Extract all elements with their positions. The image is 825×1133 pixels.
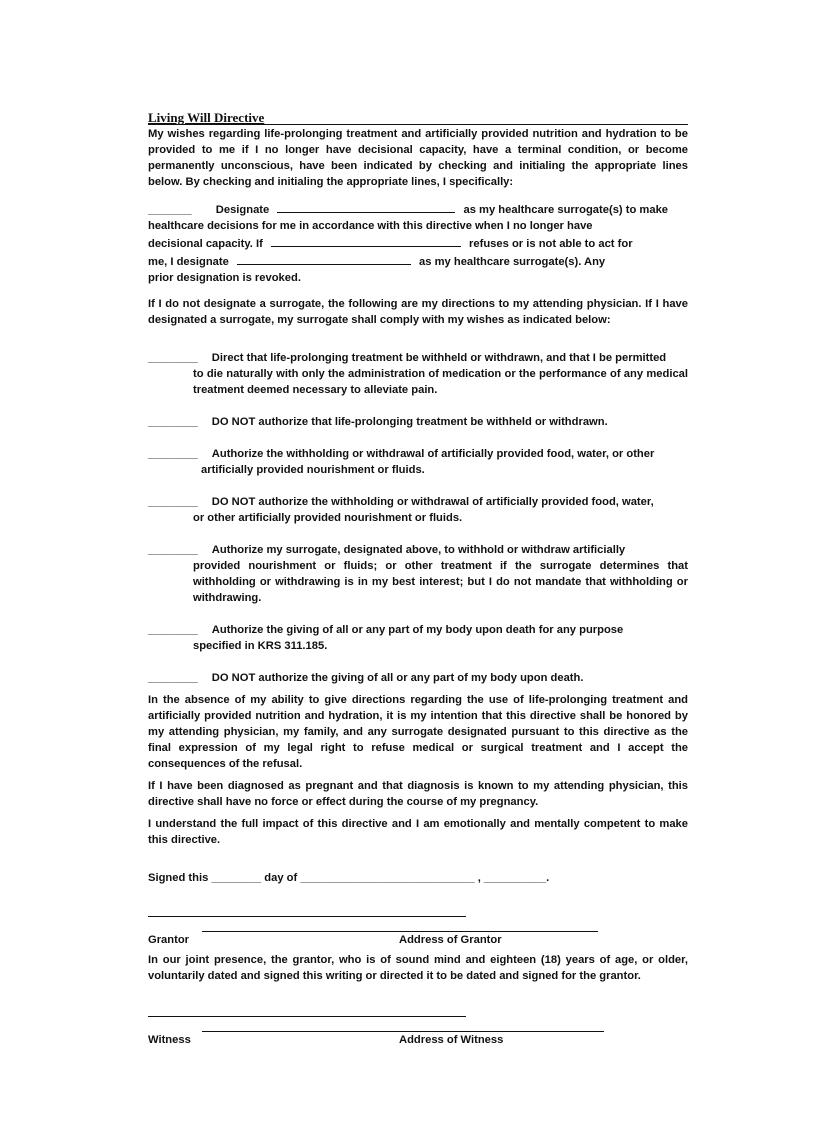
intro-paragraph: My wishes regarding life-prolonging treatment and artificially provided nutrition and hydration to be provided to me if I no longer have decisional capacity, have a terminal condition, or become permanently unconscious, have been indicated by checking and initialing the appropriate lines below. By checking and initialing the appropriate lines, I specifically: [148, 128, 688, 188]
option-6-first-line: Authorize the giving of all or any part of my body upon death for any purpose [211, 624, 624, 636]
signed-line: Signed this ________ day of ____________________________ , __________. [148, 872, 550, 884]
option-4 [148, 494, 688, 526]
signed-day-field[interactable]: ________ [211, 872, 262, 884]
option-7-first-line: DO NOT authorize the giving of all or any part of my body upon death. [211, 672, 584, 684]
option-1-rest: to die naturally with only the administration of medication or the performance of any medical treatment deemed necessary to alleviate pain. [193, 368, 688, 396]
grantor-signature-block [148, 906, 688, 948]
designate-label: Designate [215, 204, 270, 216]
option-6 [148, 622, 688, 654]
option-3-first-line: Authorize the withholding or withdrawal of artificially provided food, water, or other [211, 448, 655, 460]
designate-line-5: prior designation is revoked. [148, 272, 301, 284]
witness-statement: In our joint presence, the grantor, who is of sound mind and eighteen (18) years of age, or older, voluntarily dated and signed this writing or directed it to be dated and signed for the grantor. [148, 954, 688, 982]
no-surrogate-paragraph: If I do not designate a surrogate, the following are my directions to my attending physician. If I have designated a surrogate, my surrogate shall comply with my wishes as indicated below: [148, 298, 688, 326]
document-title: Living Will Directive [148, 110, 265, 125]
witness-address-label: Address of Witness [399, 1034, 504, 1046]
designate-line-1 [148, 200, 688, 218]
designate-initial-blank[interactable]: _______ [148, 204, 192, 216]
pregnancy-paragraph: If I have been diagnosed as pregnant and that diagnosis is known to my attending physician, this directive shall have no force or effect during the course of my pregnancy. [148, 780, 688, 808]
absence-paragraph: In the absence of my ability to give directions regarding the use of life-prolonging treatment and artificially provided nutrition and hydration, it is my intention that this directive shall be honored by my attending physician, my family, and any surrogate designated pursuant to this directive as the final expression of my legal right to refuse medical or surgical treatment and I accept the consequences of the refusal. [148, 694, 688, 770]
option-7-initial-blank[interactable]: ________ [148, 672, 198, 684]
option-1-initial-blank[interactable]: ________ [148, 352, 198, 364]
option-4-initial-blank[interactable]: ________ [148, 496, 198, 508]
option-2-first-line: DO NOT authorize that life-prolonging treatment be withheld or withdrawn. [211, 416, 608, 428]
option-5-initial-blank[interactable]: ________ [148, 544, 198, 556]
option-4-rest: or other artificially provided nourishment or fluids. [193, 512, 463, 524]
option-3 [148, 446, 688, 478]
designate-tail: as my healthcare surrogate(s) to make [463, 204, 669, 216]
grantor-label: Grantor [148, 934, 190, 946]
option-7 [148, 670, 688, 686]
title-rule [148, 124, 688, 125]
first-surrogate-field[interactable] [271, 234, 461, 247]
option-2 [148, 414, 688, 430]
designate-line-4: me, I designate as my healthcare surrogate(s). Any [148, 252, 688, 270]
option-5 [148, 542, 688, 606]
living-will-document [148, 110, 688, 1048]
grantor-signature-line[interactable] [148, 916, 466, 917]
witness-signature-block [148, 1004, 688, 1048]
option-6-initial-blank[interactable]: ________ [148, 624, 198, 636]
option-2-initial-blank[interactable]: ________ [148, 416, 198, 428]
option-5-rest: provided nourishment or fluids; or other treatment if the surrogate determines that withholding or withdrawing is in my best interest; but I do not mandate that withholding or withdrawing. [193, 560, 688, 604]
grantor-address-label: Address of Grantor [399, 934, 502, 946]
option-1-first-line: Direct that life-prolonging treatment be withheld or withdrawn, and that I be permitted [211, 352, 667, 364]
signed-year-field[interactable]: __________ [483, 872, 547, 884]
alternate-surrogate-field[interactable] [237, 252, 411, 265]
option-1 [148, 350, 688, 398]
witness-signature-line[interactable] [148, 1016, 466, 1017]
designate-line-3: decisional capacity. If refuses or is not able to act for [148, 234, 688, 252]
option-5-first-line: Authorize my surrogate, designated above, to withhold or withdraw artificially [211, 544, 626, 556]
competence-paragraph: I understand the full impact of this directive and I am emotionally and mentally competent to make this directive. [148, 818, 688, 846]
option-4-first-line: DO NOT authorize the withholding or withdrawal of artificially provided food, water, [211, 496, 654, 508]
witness-label: Witness [148, 1034, 191, 1046]
option-6-rest: specified in KRS 311.185. [193, 640, 328, 652]
option-3-rest: artificially provided nourishment or fluids. [201, 464, 425, 476]
surrogate-name-field[interactable] [277, 200, 455, 213]
option-3-initial-blank[interactable]: ________ [148, 448, 198, 460]
designate-line-2: healthcare decisions for me in accordance with this directive when I no longer have [148, 220, 593, 232]
signed-month-field[interactable]: ____________________________ [300, 872, 475, 884]
title-row [148, 110, 688, 126]
designate-block [148, 200, 688, 286]
